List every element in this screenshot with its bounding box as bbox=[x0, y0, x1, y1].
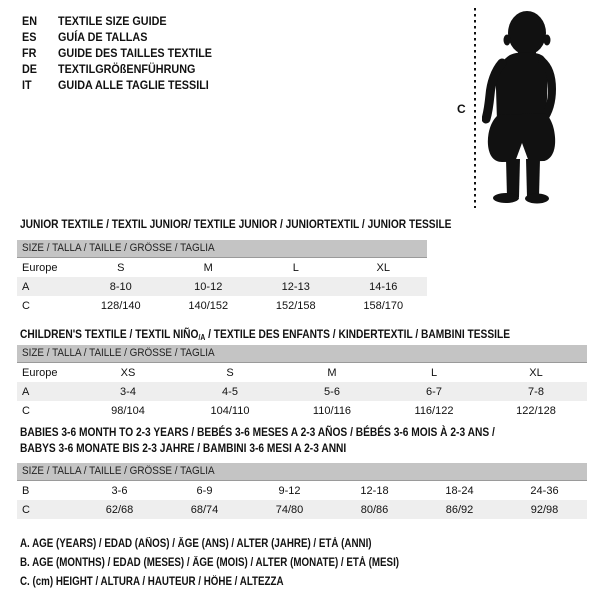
table-row bbox=[17, 277, 427, 296]
table-cell: M bbox=[203, 261, 213, 274]
table-cell: 116/122 bbox=[414, 404, 454, 417]
table-row bbox=[17, 296, 427, 315]
language-row bbox=[22, 13, 212, 29]
language-code: ES bbox=[22, 30, 37, 44]
children-size-header-text: SIZE / TALLA / TAILLE / GRÖSSE / TAGLIA bbox=[22, 347, 215, 359]
table-row bbox=[17, 258, 427, 277]
row-label: A bbox=[22, 385, 30, 398]
table-cell: 68/74 bbox=[190, 503, 219, 516]
table-cell: 8-10 bbox=[109, 280, 132, 293]
table-cell: S bbox=[117, 261, 125, 274]
legend-block bbox=[20, 535, 466, 592]
language-label: GUIDA ALLE TAGLIE TESSILI bbox=[58, 78, 209, 92]
children-section-title bbox=[20, 326, 596, 346]
table-cell: 128/140 bbox=[100, 299, 141, 312]
table-cell: XL bbox=[376, 261, 390, 274]
table-cell: 12-18 bbox=[360, 484, 389, 497]
table-cell: 24-36 bbox=[530, 484, 559, 497]
table-cell: 14-16 bbox=[369, 280, 398, 293]
row-label: B bbox=[22, 484, 30, 497]
table-cell: 6-9 bbox=[196, 484, 213, 497]
table-cell: 98/104 bbox=[111, 404, 145, 417]
babies-size-table bbox=[17, 481, 587, 519]
table-cell: 104/110 bbox=[210, 404, 250, 417]
children-size-header-bar bbox=[17, 345, 587, 363]
table-row bbox=[17, 363, 587, 382]
row-label: C bbox=[22, 299, 30, 312]
table-cell: 4-5 bbox=[222, 385, 238, 398]
table-cell: 12-13 bbox=[281, 280, 310, 293]
table-cell: 5-6 bbox=[324, 385, 340, 398]
legend-line: C. (cm) HEIGHT / ALTURA / HAUTEUR / HÖHE / ALTEZZA bbox=[20, 576, 284, 588]
table-cell: 92/98 bbox=[530, 503, 559, 516]
language-code: IT bbox=[22, 78, 32, 92]
language-title-block bbox=[22, 13, 212, 93]
table-cell: 3-6 bbox=[111, 484, 128, 497]
language-code: FR bbox=[22, 46, 37, 60]
table-cell: 10-12 bbox=[194, 280, 223, 293]
babies-size-header-text: SIZE / TALLA / TAILLE / GRÖSSE / TAGLIA bbox=[22, 465, 215, 477]
table-cell: 158/170 bbox=[363, 299, 404, 312]
language-label: TEXTILGRÖßENFÜHRUNG bbox=[58, 62, 196, 76]
table-cell: S bbox=[226, 366, 234, 379]
table-cell: 110/116 bbox=[312, 404, 352, 417]
language-label: TEXTILE SIZE GUIDE bbox=[58, 14, 167, 28]
junior-size-table bbox=[17, 258, 427, 315]
table-row bbox=[17, 401, 587, 420]
legend-line: A. AGE (YEARS) / EDAD (AÑOS) / ÂGE (ANS) / ALTER (JAHRE) / ETÀ (ANNI) bbox=[20, 538, 372, 550]
table-cell: 86/92 bbox=[445, 503, 474, 516]
junior-size-header-text: SIZE / TALLA / TAILLE / GRÖSSE / TAGLIA bbox=[22, 242, 215, 254]
junior-section-title bbox=[20, 216, 528, 232]
table-cell: M bbox=[327, 366, 337, 379]
row-label: C bbox=[22, 404, 30, 417]
row-label: C bbox=[22, 503, 30, 516]
table-cell: L bbox=[292, 261, 299, 274]
babies-size-header-bar bbox=[17, 463, 587, 481]
table-cell: 9-12 bbox=[278, 484, 301, 497]
table-cell: 74/80 bbox=[275, 503, 304, 516]
language-code: EN bbox=[22, 14, 38, 28]
table-row bbox=[17, 382, 587, 401]
height-measure-label: C bbox=[457, 102, 466, 116]
table-cell: 122/128 bbox=[516, 404, 556, 417]
table-cell: 80/86 bbox=[360, 503, 389, 516]
table-cell: XS bbox=[120, 366, 136, 379]
language-row bbox=[22, 45, 212, 61]
language-label: GUIDE DES TAILLES TEXTILE bbox=[58, 46, 213, 60]
table-row bbox=[17, 481, 587, 500]
baby-silhouette bbox=[482, 9, 562, 204]
table-cell: 3-4 bbox=[120, 385, 136, 398]
children-title-text: CHILDREN'S TEXTILE / TEXTIL $NIÑO_{/A}$ / TEXTILE DES ENFANTS / KINDERTEXTIL / BAMBINI TESSILE bbox=[20, 327, 510, 342]
legend-line: B. AGE (MONTHS) / EDAD (MESES) / ÂGE (MOIS) / ALTER (MONATE) / ETÀ (MESI) bbox=[20, 557, 400, 569]
table-cell: 7-8 bbox=[528, 385, 544, 398]
row-label: Europe bbox=[22, 261, 58, 274]
row-label: A bbox=[22, 280, 30, 293]
table-cell: 152/158 bbox=[275, 299, 316, 312]
height-measure-dashed-line bbox=[473, 8, 477, 208]
table-cell: 62/68 bbox=[105, 503, 134, 516]
language-label: GUÍA DE TALLAS bbox=[58, 30, 148, 44]
table-cell: L bbox=[430, 366, 438, 379]
junior-title-text: JUNIOR TEXTILE / TEXTIL JUNIOR/ TEXTILE JUNIOR / JUNIORTEXTIL / JUNIOR TESSILE bbox=[20, 217, 452, 231]
language-row bbox=[22, 29, 212, 45]
row-label: Europe bbox=[22, 366, 58, 379]
table-cell: 140/152 bbox=[188, 299, 229, 312]
junior-size-header-bar bbox=[17, 240, 427, 258]
table-cell: 18-24 bbox=[445, 484, 474, 497]
table-cell: 6-7 bbox=[426, 385, 442, 398]
babies-title-line1: BABIES 3-6 MONTH TO 2-3 YEARS / BEBÉS 3-6 MESES A 2-3 AÑOS / BÉBÉS 3-6 MOIS À 2-3 ANS / bbox=[20, 425, 495, 439]
children-size-table bbox=[17, 363, 587, 420]
table-row bbox=[17, 500, 587, 519]
babies-title-line2: BABYS 3-6 MONATE BIS 2-3 JAHRE / BAMBINI 3-6 MESI A 2-3 ANNI bbox=[20, 441, 347, 455]
language-row bbox=[22, 77, 212, 93]
table-cell: XL bbox=[529, 366, 543, 379]
language-row bbox=[22, 61, 212, 77]
babies-section-title bbox=[20, 424, 579, 456]
language-code: DE bbox=[22, 62, 38, 76]
